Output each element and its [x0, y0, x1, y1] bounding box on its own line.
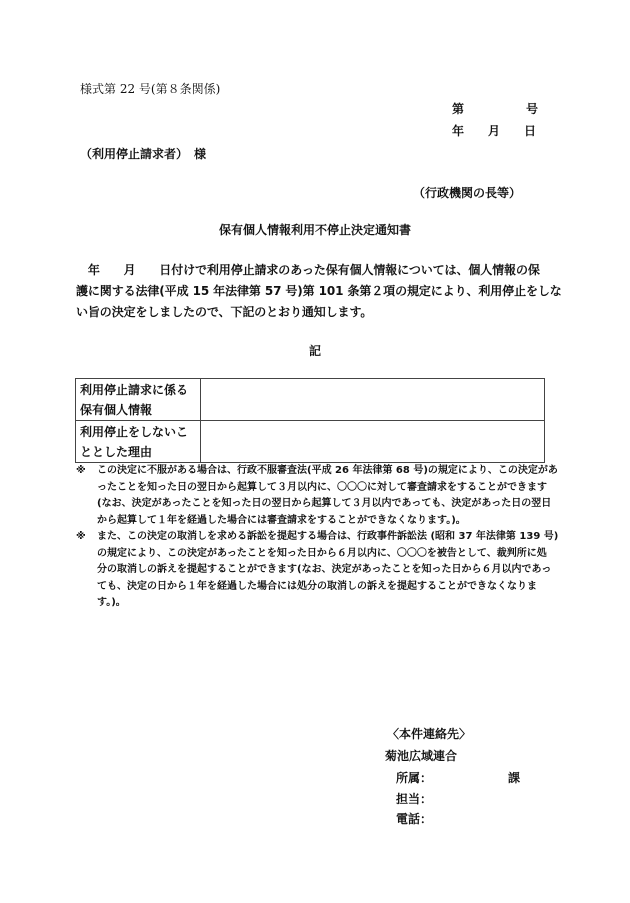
table-value [201, 379, 545, 421]
table-label-line: 保有個人情報 [80, 402, 153, 417]
contact-organization: 菊池広域連合 [385, 749, 458, 763]
doc-number-suffix: 号 [526, 102, 539, 116]
table-row [76, 421, 545, 463]
sender: （行政機関の長等） [413, 186, 522, 200]
contact-department-label: 所属： [396, 771, 433, 785]
table-value [201, 421, 545, 463]
body-line: 年 月 日付けで利用停止請求のあった保有個人情報については、個人情報の保 [76, 263, 540, 277]
note-line: す。)。 [97, 597, 126, 608]
info-table [75, 378, 545, 463]
note-line: ったことを知った日の翌日から起算して３月以内に、〇〇〇に対して審査請求をすることができます [97, 481, 547, 493]
note-line: また、この決定の取消しを求める訴訟を提起する場合は、行政事件訴訟法 (昭和 37 年法律第 139 号) [97, 531, 559, 542]
document-date [452, 122, 536, 139]
contact-phone-label: 電話： [396, 812, 433, 826]
document-number [452, 100, 538, 117]
ki-heading: 記 [308, 344, 321, 358]
doc-number-prefix: 第 [452, 102, 465, 116]
table-label-line: ととした理由 [80, 444, 153, 459]
note-line: から起算して１年を経過した場合には審査請求をすることができなくなります。)。 [97, 514, 466, 526]
body-line: い旨の決定をしましたので、下記のとおり通知します。 [76, 305, 373, 319]
table-label [76, 379, 201, 421]
body-line: 護に関する法律(平成 15 年法律第 57 号)第 101 条第２項の規定により、利用停止をしな [76, 284, 562, 298]
note-line: の規定により、この決定があったことを知った日から６月以内に、〇〇〇を被告として、裁判所に処 [97, 547, 547, 559]
table-label [76, 421, 201, 463]
note-mark: ※ [76, 465, 86, 476]
body-text [76, 260, 562, 323]
document-title: 保有個人情報利用不停止決定通知書 [218, 223, 411, 237]
date-month: 月 [488, 124, 501, 138]
contact-department-suffix: 課 [508, 771, 521, 785]
table-label-line: 利用停止請求に係る [80, 382, 189, 397]
note-line: この決定に不服がある場合は、行政不服審査法(平成 26 年法律第 68 号)の規定により、この決定があ [97, 465, 558, 476]
contact-person-label: 担当： [396, 792, 433, 806]
note-mark: ※ [76, 531, 86, 542]
note-line: (なお、決定があったことを知った日の翌日から起算して３月以内であっても、決定があった日の翌日 [97, 498, 552, 509]
note-line: ても、決定の日から１年を経過した場合には処分の取消しの訴えを提起することができなくなりま [97, 580, 537, 592]
note-line: 分の取消しの訴えを提起することができます(なお、決定があったことを知った日から６月以内であっ [97, 564, 552, 575]
recipient: （利用停止請求者） 様 [80, 147, 207, 161]
form-number: 様式第 22 号(第８条関係) [80, 82, 221, 96]
table-row [76, 379, 545, 421]
date-day: 日 [524, 124, 537, 138]
date-year: 年 [452, 124, 465, 138]
table-label-line: 利用停止をしないこ [80, 424, 189, 439]
contact-heading: 〈本件連絡先〉 [387, 727, 472, 741]
